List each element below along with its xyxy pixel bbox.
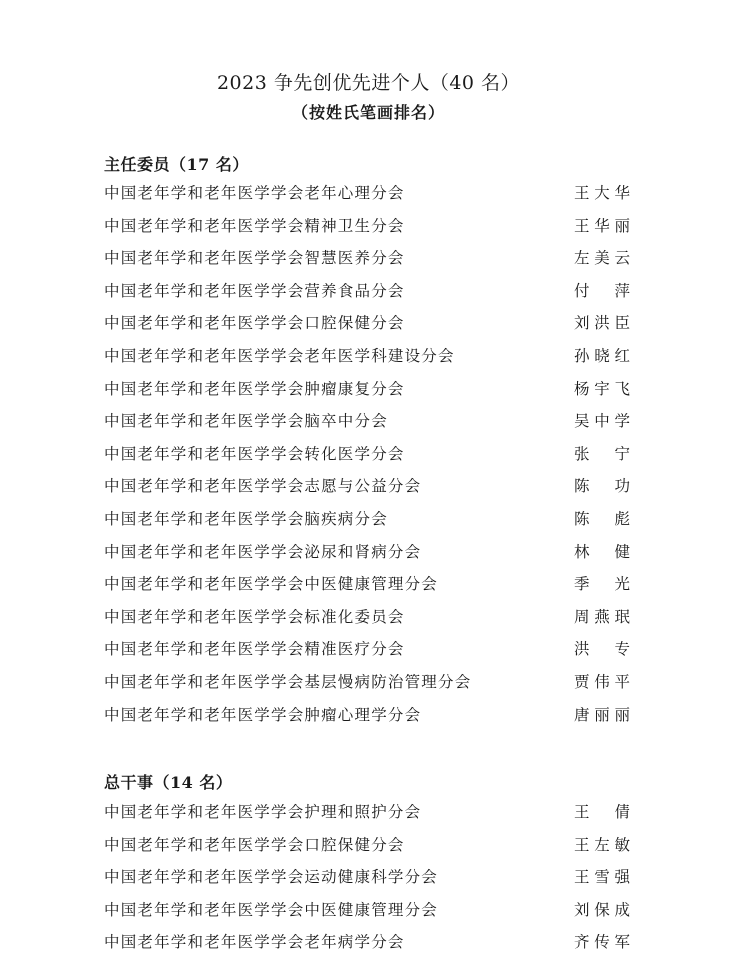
organization-name: 中国老年学和老年医学学会中医健康管理分会 [104,575,439,594]
list-item [104,246,634,279]
person-name: 林 健 [574,542,630,561]
organization-name: 中国老年学和老年医学学会基层慢病防治管理分会 [104,672,472,691]
person-name: 贾伟平 [574,672,630,691]
organization-name: 中国老年学和老年医学学会营养食品分会 [104,281,405,300]
person-name: 唐丽丽 [574,705,630,724]
list-item [104,214,634,247]
organization-name: 中国老年学和老年医学学会精准医疗分会 [104,640,405,659]
organization-name: 中国老年学和老年医学学会泌尿和肾病分会 [104,542,422,561]
list-item [104,572,634,605]
list-item [104,442,634,475]
person-name: 吴中学 [574,412,630,431]
person-name: 付 萍 [574,281,630,300]
person-name: 王左敏 [574,835,630,854]
organization-name: 中国老年学和老年医学学会精神卫生分会 [104,216,405,235]
organization-name: 中国老年学和老年医学学会标准化委员会 [104,607,405,626]
list-item [104,540,634,573]
organization-name: 中国老年学和老年医学学会转化医学分会 [104,444,405,463]
list-item [104,800,634,833]
section-heading-directors: 主任委员（17 名） [104,155,249,174]
organization-name: 中国老年学和老年医学学会老年医学科建设分会 [104,346,455,365]
secretaries-list [104,800,634,963]
list-item [104,637,634,670]
person-name: 齐传军 [574,933,630,952]
list-item [104,344,634,377]
person-name: 刘洪臣 [574,314,630,333]
person-name: 洪 专 [574,640,630,659]
person-name: 杨宇飞 [574,379,630,398]
list-item [104,409,634,442]
list-item [104,605,634,638]
organization-name: 中国老年学和老年医学学会脑疾病分会 [104,509,388,528]
organization-name: 中国老年学和老年医学学会中医健康管理分会 [104,900,439,919]
list-item [104,377,634,410]
person-name: 王 倩 [574,803,630,821]
list-item [104,311,634,344]
document-title: 2023 争先创优先进个人（40 名） [216,72,521,94]
section-heading-secretaries: 总干事（14 名） [104,773,233,792]
list-item [104,279,634,312]
person-name: 王雪强 [574,868,630,887]
person-name: 孙晓红 [574,346,630,365]
organization-name: 中国老年学和老年医学学会智慧医养分会 [104,249,405,268]
list-item [104,670,634,703]
list-item [104,865,634,898]
person-name: 王华丽 [574,216,630,235]
person-name: 张 宁 [574,444,630,463]
list-item [104,181,634,214]
organization-name: 中国老年学和老年医学学会口腔保健分会 [104,835,405,854]
organization-name: 中国老年学和老年医学学会脑卒中分会 [104,412,388,431]
person-name: 刘保成 [574,900,630,919]
list-item [104,833,634,866]
list-item [104,930,634,963]
directors-list [104,181,634,735]
list-item [104,898,634,931]
person-name: 陈 功 [574,477,630,496]
person-name: 季 光 [574,575,630,594]
list-item [104,507,634,540]
organization-name: 中国老年学和老年医学学会肿瘤康复分会 [104,379,405,398]
list-item [104,703,634,736]
person-name: 陈 彪 [574,509,630,528]
organization-name: 中国老年学和老年医学学会老年心理分会 [104,184,405,202]
document-subtitle: （按姓氏笔画排名） [291,103,445,122]
person-name: 周燕珉 [574,607,630,626]
organization-name: 中国老年学和老年医学学会志愿与公益分会 [104,477,422,496]
organization-name: 中国老年学和老年医学学会老年病学分会 [104,933,405,952]
person-name: 王大华 [574,184,630,202]
organization-name: 中国老年学和老年医学学会肿瘤心理学分会 [104,705,422,724]
organization-name: 中国老年学和老年医学学会口腔保健分会 [104,314,405,333]
person-name: 左美云 [574,249,630,268]
organization-name: 中国老年学和老年医学学会运动健康科学分会 [104,868,439,887]
organization-name: 中国老年学和老年医学学会护理和照护分会 [104,803,422,821]
list-item [104,474,634,507]
